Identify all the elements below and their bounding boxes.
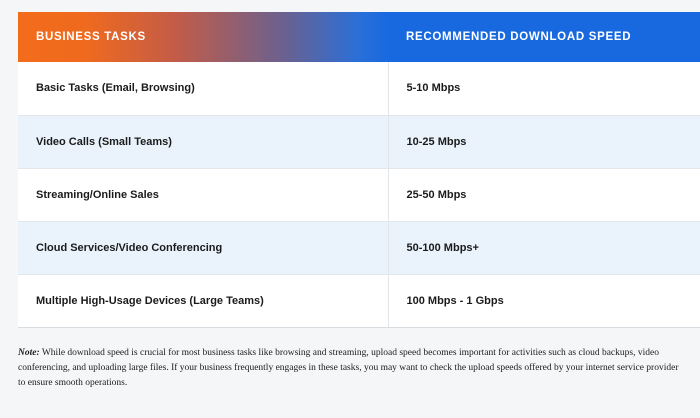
table-row bbox=[18, 115, 700, 168]
cell-speed: 5-10 Mbps bbox=[388, 62, 700, 115]
cell-speed: 100 Mbps - 1 Gbps bbox=[388, 274, 700, 327]
cell-speed: 10-25 Mbps bbox=[388, 115, 700, 168]
cell-task: Cloud Services/Video Conferencing bbox=[18, 221, 388, 274]
footnote-label: Note: bbox=[18, 347, 40, 358]
speed-recommendation-table bbox=[18, 12, 700, 328]
table-row bbox=[18, 274, 700, 327]
table-row bbox=[18, 62, 700, 115]
cell-speed: 25-50 Mbps bbox=[388, 168, 700, 221]
table-row bbox=[18, 221, 700, 274]
table-body bbox=[18, 62, 700, 327]
table-row bbox=[18, 168, 700, 221]
table-header bbox=[18, 12, 700, 62]
column-header-recommended-download-speed: RECOMMENDED DOWNLOAD SPEED bbox=[388, 12, 700, 62]
footnote bbox=[18, 346, 682, 392]
cell-task: Multiple High-Usage Devices (Large Teams) bbox=[18, 274, 388, 327]
cell-task: Streaming/Online Sales bbox=[18, 168, 388, 221]
cell-task: Video Calls (Small Teams) bbox=[18, 115, 388, 168]
column-header-business-tasks: BUSINESS TASKS bbox=[18, 12, 388, 62]
table-header-row bbox=[18, 12, 700, 62]
cell-speed: 50-100 Mbps+ bbox=[388, 221, 700, 274]
footnote-text: While download speed is crucial for most business tasks like browsing and streaming, upload speed becomes important for activities such as cloud backups, video conferencing, and uploading large files. If your business frequently engages in these tasks, you may want to check the upload speeds offered by your internet service provider to ensure smooth operations. bbox=[18, 347, 679, 389]
cell-task: Basic Tasks (Email, Browsing) bbox=[18, 62, 388, 115]
